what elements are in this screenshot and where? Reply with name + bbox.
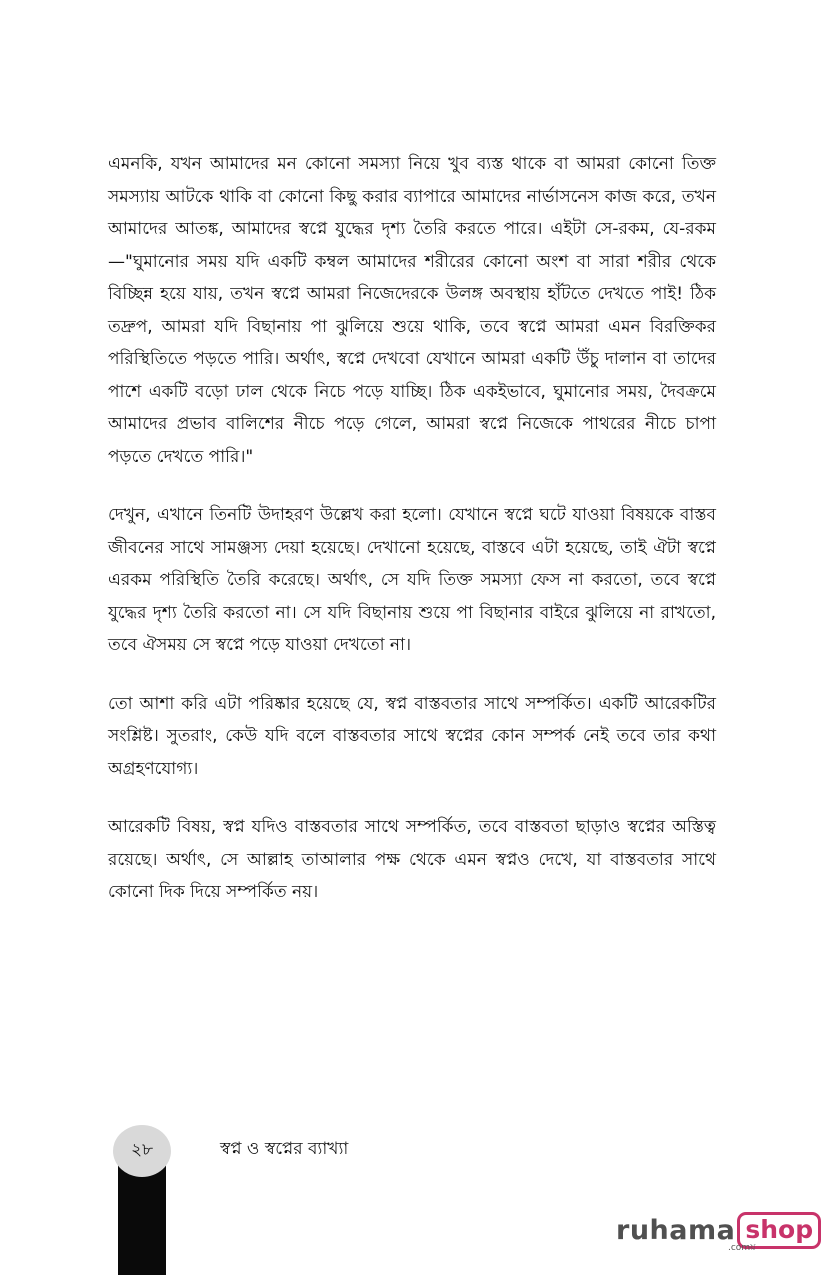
brand-domain: .comয়	[728, 1243, 756, 1253]
paragraph: এমনকি, যখন আমাদের মন কোনো সমস্যা নিয়ে খুব ব্যস্ত থাকে বা আমরা কোনো তিক্ত সমস্যায় আটকে থাকি বা কোনো কিছু করার ব্যাপারে আমাদের নার্ভাসনেস কাজ করে, তখন আমাদের আতঙ্ক, আমাদের স্বপ্নে যুদ্ধের দৃশ্য তৈরি করতে পারে। এইটা সে-রকম, যে-রকম—"ঘুমানোর সময় যদি একটি কম্বল আমাদের শরীরের কোনো অংশ বা সারা শরীর থেকে বিচ্ছিন্ন হয়ে যায়, তখন স্বপ্নে আমরা নিজেদেরকে উলঙ্গ অবস্থায় হাঁটতে দেখতে পাই! ঠিক তদ্রুপ, আমরা যদি বিছানায় পা ঝুলিয়ে শুয়ে থাকি, তবে স্বপ্নে আমরা এমন বিরক্তিকর পরিস্থিতিতে পড়তে পারি। অর্থাৎ, স্বপ্নে দেখবো যেখানে আমরা একটি উঁচু দালান বা তাদের পাশে একটি বড়ো ঢাল থেকে নিচে পড়ে যাচ্ছি। ঠিক একইভাবে, ঘুমানোর সময়, দৈবক্রমে আমাদের প্রভাব বালিশের নীচে পড়ে গেলে, আমরা স্বপ্নে নিজেকে পাথরের নীচে চাপা পড়তে দেখতে পারি।"	[108, 154, 716, 467]
running-footer-title: স্বপ্ন ও স্বপ্নের ব্যাখ্যা	[220, 1139, 349, 1159]
brand-word: ruhama	[616, 1215, 736, 1246]
page-body	[108, 148, 716, 935]
paragraph: আরেকটি বিষয়, স্বপ্ন যদিও বাস্তবতার সাথে সম্পর্কিত, তবে বাস্তবতা ছাড়াও স্বপ্নের অস্তিত্ব রয়েছে। অর্থাৎ, সে আল্লাহ তাআলার পক্ষ থেকে এমন স্বপ্নও দেখে, যা বাস্তবতার সাথে কোনো দিক দিয়ে সম্পর্কিত নয়।	[108, 817, 716, 902]
paragraph: তো আশা করি এটা পরিষ্কার হয়েছে যে, স্বপ্ন বাস্তবতার সাথে সম্পর্কিত। একটি আরেকটির সংশ্লিষ্ট। সুতরাং, কেউ যদি বলে বাস্তবতার সাথে স্বপ্নের কোন সম্পর্ক নেই তবে তার কথা অগ্রহণযোগ্য।	[108, 693, 716, 779]
page-number: ২৮	[130, 1140, 154, 1160]
page-number-badge	[113, 1125, 171, 1177]
brand-boxed-word: shop	[745, 1215, 814, 1244]
paragraph: দেখুন, এখানে তিনটি উদাহরণ উল্লেখ করা হলো। যেখানে স্বপ্নে ঘটে যাওয়া বিষয়কে বাস্তব জীবনের সাথে সামঞ্জস্য দেয়া হয়েছে। দেখানো হয়েছে, বাস্তবে এটা হয়েছে, তাই ঐটা স্বপ্নে এরকম পরিস্থিতি তৈরি করেছে। অর্থাৎ, সে যদি তিক্ত সমস্যা ফেস না করতো, তবে স্বপ্নে যুদ্ধের দৃশ্য তৈরি করতো না। সে যদি বিছানায় শুয়ে পা বিছানার বাইরে ঝুলিয়ে না রাখতো, তবে ঐসময় সে স্বপ্নে পড়ে যাওয়া দেখতো না।	[108, 505, 716, 655]
